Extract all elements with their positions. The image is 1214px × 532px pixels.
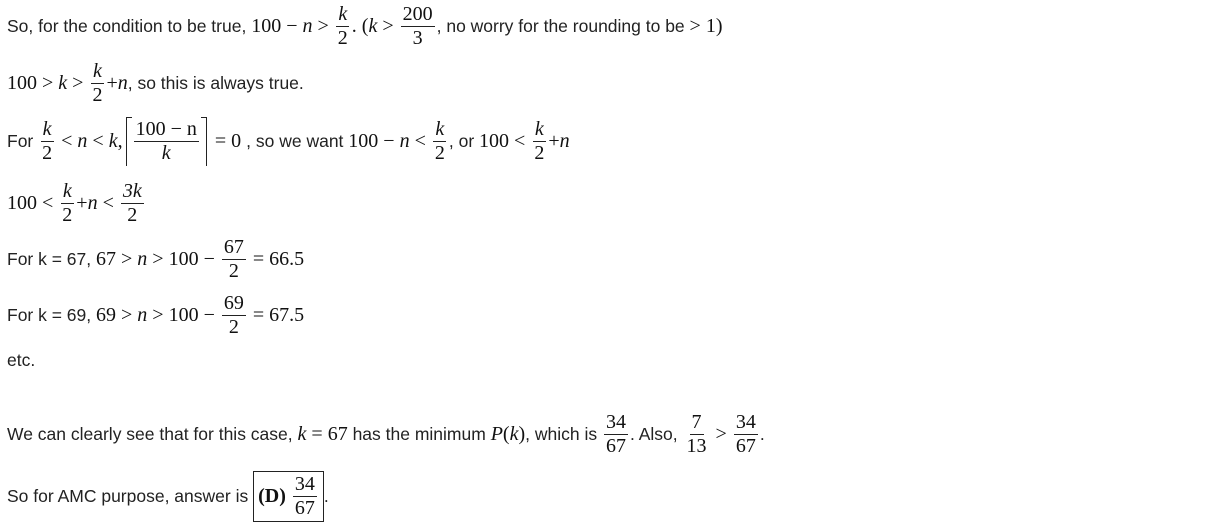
fraction bbox=[293, 474, 317, 519]
math: 100 bbox=[7, 191, 37, 214]
numerator: k bbox=[93, 59, 102, 82]
denominator: 67 bbox=[605, 434, 626, 457]
math: > bbox=[152, 247, 164, 270]
denominator: 2 bbox=[534, 141, 545, 164]
fraction bbox=[60, 181, 74, 226]
math: + bbox=[548, 129, 560, 152]
denominator: 2 bbox=[127, 203, 138, 226]
text: We can clearly see that for this case, bbox=[7, 423, 293, 444]
numerator: k bbox=[338, 2, 348, 25]
numerator: 67 bbox=[223, 235, 244, 258]
math: n bbox=[302, 14, 313, 37]
text: , which is bbox=[525, 423, 598, 444]
math: − bbox=[383, 129, 395, 152]
numerator: k bbox=[42, 117, 52, 140]
text: etc. bbox=[7, 349, 36, 370]
line-answer bbox=[7, 465, 329, 527]
numerator: 200 bbox=[402, 2, 433, 25]
math: = bbox=[311, 422, 323, 445]
denominator: 67 bbox=[294, 496, 315, 519]
denominator: 2 bbox=[434, 141, 445, 164]
text: So, for the condition to be true, bbox=[7, 15, 247, 36]
math: n bbox=[399, 129, 410, 152]
text: So for AMC purpose, answer is bbox=[7, 485, 249, 506]
fraction bbox=[90, 61, 104, 106]
math: > bbox=[72, 71, 84, 94]
math: < bbox=[102, 191, 114, 214]
math: > bbox=[121, 303, 133, 326]
denominator: 2 bbox=[337, 26, 348, 49]
text: , no worry for the rounding to be bbox=[436, 15, 685, 36]
denominator: 13 bbox=[686, 434, 707, 457]
denominator: 2 bbox=[228, 315, 239, 338]
denominator: 2 bbox=[92, 83, 103, 106]
text: . bbox=[323, 485, 329, 506]
math: > bbox=[317, 14, 329, 37]
line-range bbox=[7, 177, 146, 229]
fraction bbox=[222, 293, 246, 338]
text: , so this is always true. bbox=[127, 72, 304, 93]
math: 100 bbox=[168, 303, 199, 326]
math: > 1) bbox=[689, 14, 723, 37]
denominator: 2 bbox=[42, 141, 53, 164]
answer-box bbox=[253, 471, 324, 522]
fraction bbox=[532, 119, 546, 164]
math: k bbox=[368, 14, 378, 37]
fraction bbox=[433, 119, 447, 164]
math: − bbox=[286, 14, 298, 37]
math: 100 bbox=[251, 14, 282, 37]
math: P bbox=[490, 422, 503, 445]
math: + bbox=[76, 191, 88, 214]
fraction bbox=[401, 4, 435, 49]
numerator: k bbox=[435, 117, 445, 140]
math: n bbox=[77, 129, 88, 152]
math: ) bbox=[518, 422, 526, 445]
denominator: 67 bbox=[735, 434, 756, 457]
text: . Also, bbox=[629, 423, 678, 444]
math: 100 bbox=[7, 71, 37, 94]
fraction bbox=[685, 412, 709, 457]
math: n bbox=[117, 71, 128, 94]
math: 67 bbox=[96, 247, 117, 270]
math: = 66.5 bbox=[252, 247, 305, 270]
line-ceiling-case bbox=[7, 114, 570, 168]
numerator: k bbox=[62, 179, 72, 202]
text: , so we want bbox=[246, 130, 344, 151]
math: > bbox=[152, 303, 164, 326]
math: n bbox=[559, 129, 570, 152]
math: > bbox=[42, 71, 54, 94]
answer-choice: (D) bbox=[258, 484, 286, 507]
math: > bbox=[382, 14, 394, 37]
line-k69 bbox=[7, 289, 304, 341]
numerator: 100 − n bbox=[135, 117, 197, 140]
math: < bbox=[42, 191, 54, 214]
line-inequality bbox=[7, 57, 304, 109]
math: < bbox=[92, 129, 104, 152]
line-etc bbox=[7, 347, 35, 373]
math: 100 bbox=[479, 129, 510, 152]
text: . bbox=[759, 423, 765, 444]
math: ( bbox=[502, 422, 510, 445]
denominator: k bbox=[161, 141, 171, 164]
math: n bbox=[137, 303, 148, 326]
math: k bbox=[108, 129, 118, 152]
fraction bbox=[40, 119, 54, 164]
math: = 67.5 bbox=[252, 303, 305, 326]
math: 100 bbox=[348, 129, 379, 152]
numerator: 34 bbox=[294, 472, 315, 495]
math: 67 bbox=[327, 422, 348, 445]
math: < bbox=[514, 129, 526, 152]
math: k bbox=[509, 422, 519, 445]
ceiling-right-bracket bbox=[201, 117, 207, 166]
math: > bbox=[715, 422, 727, 445]
ceiling-brackets bbox=[126, 117, 207, 166]
math: k bbox=[58, 71, 68, 94]
math: = 0 bbox=[214, 129, 242, 152]
ceiling-left-bracket bbox=[126, 117, 132, 166]
text: has the minimum bbox=[352, 423, 486, 444]
fraction bbox=[222, 237, 246, 282]
math: − bbox=[203, 303, 215, 326]
math: + bbox=[106, 71, 118, 94]
math: − bbox=[203, 247, 215, 270]
fraction bbox=[134, 119, 199, 164]
math: < bbox=[61, 129, 73, 152]
fraction bbox=[121, 181, 144, 226]
numerator: 3k bbox=[122, 179, 142, 202]
denominator: 2 bbox=[228, 259, 239, 282]
line-k67 bbox=[7, 233, 304, 285]
fraction bbox=[604, 412, 628, 457]
denominator: 3 bbox=[412, 26, 423, 49]
numerator: 34 bbox=[735, 410, 756, 433]
line-condition bbox=[7, 0, 723, 52]
denominator: 2 bbox=[62, 203, 73, 226]
math: 69 bbox=[96, 303, 117, 326]
math: n bbox=[87, 191, 98, 214]
numerator: 69 bbox=[223, 291, 244, 314]
math: 100 bbox=[168, 247, 199, 270]
numerator: 7 bbox=[691, 410, 702, 433]
math: k bbox=[297, 422, 307, 445]
text: For bbox=[7, 130, 34, 151]
math: , bbox=[117, 129, 123, 152]
line-minimum bbox=[7, 408, 765, 460]
numerator: k bbox=[534, 117, 544, 140]
text: For k = 67, bbox=[7, 248, 92, 269]
math: n bbox=[137, 247, 148, 270]
text: For k = 69, bbox=[7, 304, 92, 325]
fraction bbox=[734, 412, 758, 457]
math: . ( bbox=[351, 14, 369, 37]
numerator: 34 bbox=[605, 410, 626, 433]
fraction bbox=[336, 4, 350, 49]
math: < bbox=[414, 129, 426, 152]
math: > bbox=[121, 247, 133, 270]
text: , or bbox=[448, 130, 475, 151]
